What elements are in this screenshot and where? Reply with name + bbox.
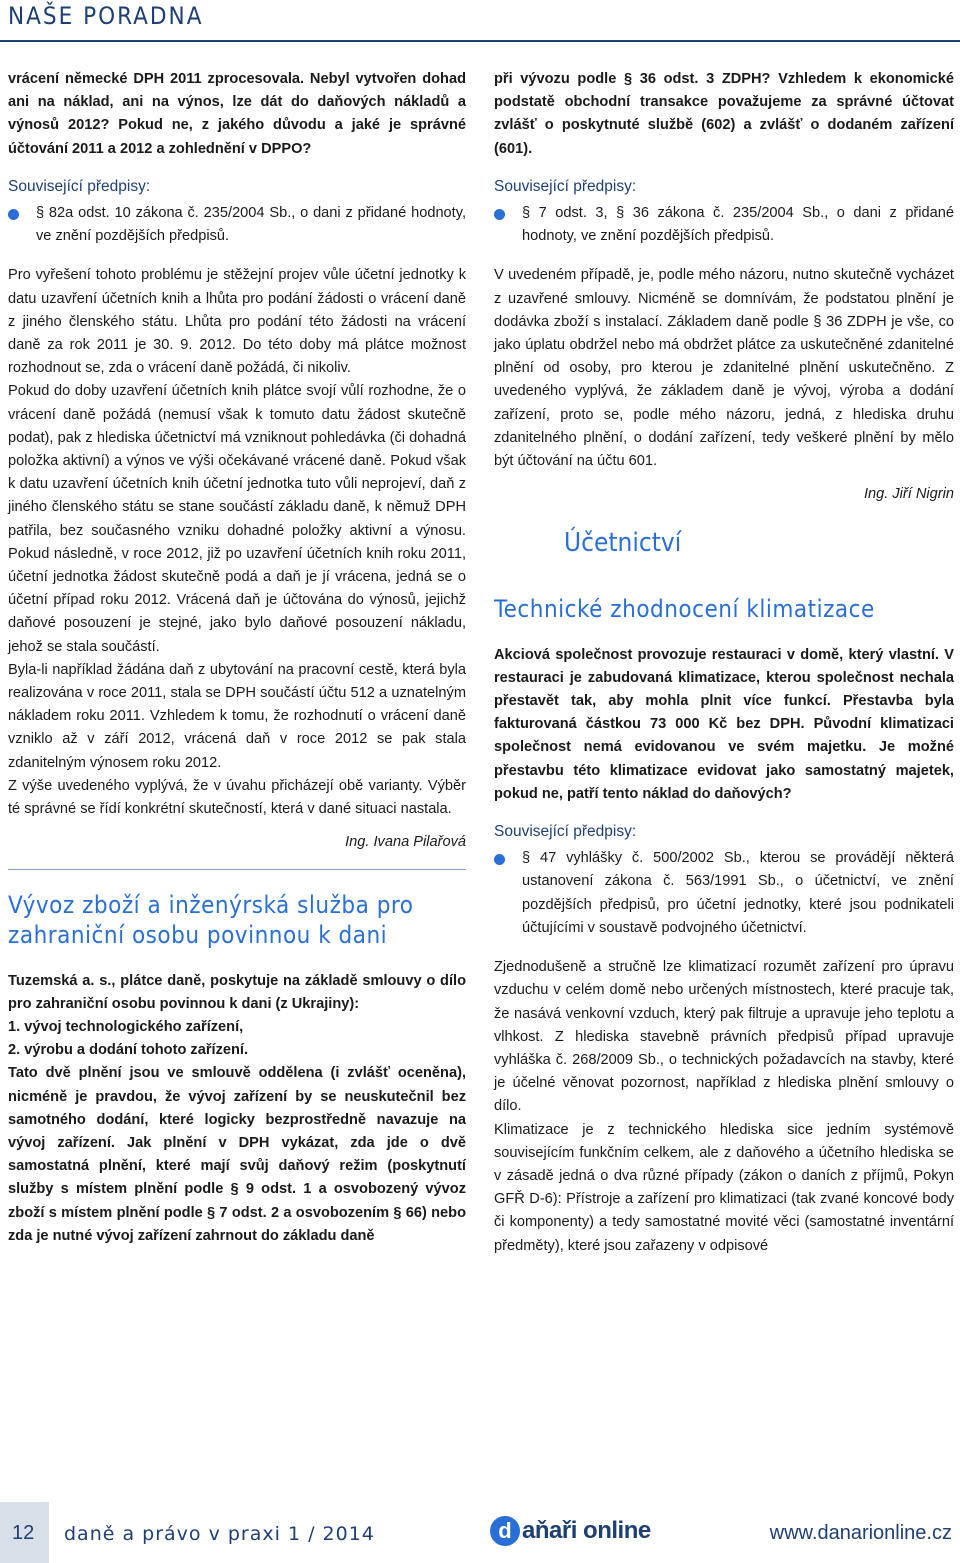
- left-column: [8, 68, 466, 1248]
- answer-paragraph: Zjednodušeně a stručně lze klimatizací rozumět zařízení pro úpravu vzduchu v celém domě nebo určených místnostech, které pracuje tak, že nasává venkovní vzduch, který pak filtruje a upravuje jeho teplotu a vlhkost. Z hlediska stavebně právních předpisů případ upravuje vyhláška č. 268/2009 Sb., o technických požadavcích na stavby, které je účelné věnovat pozornost, například z hlediska plnění smlouvy o dílo.: [494, 959, 954, 1115]
- header-divider: [0, 40, 960, 42]
- question-body: Tato dvě plnění jsou ve smlouvě oddělena (i zvlášť oceněna), nicméně je pravdou, že vývoj zařízení by se neuskutečnil bez samotného dodání, které logicky bezprostředně navazuje na vývoj zařízení. Jak plnění v DPH vykázat, zda jde o dvě samostatná plnění, které mají svůj daňový režim (poskytnutí služby s místem plnění podle § 9 odst. 1 a osvobozený vývoz zboží s místem plnění podle § 7 odst. 2 a osvobozením § 66) nebo zda je nutné vývoj zařízení zahrnout do základu daně: [8, 1065, 466, 1244]
- related-regulations-title: Související předpisy:: [494, 823, 637, 841]
- question-body: Akciová společnost provozuje restauraci v domě, který vlastní. V restauraci je zabudovaná klimatizace, kterou společnost nechala přestavět tak, aby mohla plnit více funkcí. Přestavba byla fakturovaná částkou 73 000 Kč bez DPH. Původní klimatizaci společnost nemá evidovanou ve svém majetku. Je možné přestavbu této klimatizace evidovat jako samostatný majetek, pokud ne, patří tento náklad do daňových?: [494, 646, 954, 802]
- question-list-item: 1. vývoj technologického zařízení,: [8, 1018, 244, 1035]
- right-column: [494, 68, 954, 1258]
- answer-paragraph: Byla-li například žádána daň z ubytování na pracovní cestě, která byla realizována v roce 2011, stala se DPH součástí účtu 512 a uznatelným nákladem roku 2011. Vzhledem k tomu, že rozhodnutí o vrácení daně vzniklo až v září 2012, vrácená daň v roce 2012 se pak stala zdanitelným výnosem roku 2012.: [8, 661, 466, 771]
- related-regulations-title: Související předpisy:: [494, 177, 637, 195]
- page-header: [0, 0, 960, 40]
- author-signature: Ing. Jiří Nigrin: [863, 486, 954, 503]
- logo-text: aňaři online: [522, 1517, 651, 1544]
- related-regulations-title: Související předpisy:: [8, 177, 151, 195]
- question-intro: Tuzemská a. s., plátce daně, poskytuje na základě smlouvy o dílo pro zahraniční osobu povinnou k dani (z Ukrajiny):: [8, 972, 466, 1012]
- answer-paragraph: Klimatizace je z technického hlediska sice jedním systémově souvisejícím funkčním celkem, ale z daňového a účetního hlediska se v zásadě jedná o dva různé případy (zákon o daních z příjmů, Pokyn GFŘ D-6): Přístroje a zařízení pro klimatizaci (tak zvané koncové body či komponenty) a tedy samostatné movité věci (samostatné inventární předměty), které jsou zařazeny v odpisové: [494, 1121, 954, 1254]
- answer-paragraph: Pokud do doby uzavření účetních knih plátce svojí vůlí rozhodne, že o vrácení daně požádá (nemusí však k tomuto datu žádost skutečně podat), pak z hlediska účetnictví má vzniknout pohledávka (či dohadná položka aktivní) a výnos ve výši očekávané vrácené daně. Pokud však k datu uzavření účetních knih účetní jednotka tuto vůli neprojeví, daň z jiného členského státu se stane součástí základu daně, k němuž DPH patřila, bez současného vzniku dohadné položky aktivní a výnosu. Pokud následně, v roce 2012, již po uzavření účetních knih roku 2011, účetní jednotka žádost skutečně podá a daň je jí vrácena, jedná se o účetní případ roku 2012. Vrácená daň je účtována do výnosů, jejichž daňové posouzení je stejné, jako bylo daňové posouzení nákladu, jehož se stala součástí.: [8, 383, 466, 655]
- related-regulation-item: [494, 202, 954, 248]
- danari-online-logo: [490, 1514, 651, 1548]
- publication-name: daně a právo v praxi 1 / 2014: [64, 1523, 375, 1545]
- website-url: www.danarionline.cz: [769, 1522, 952, 1544]
- article-divider: [8, 869, 466, 870]
- intro-question: vrácení německé DPH 2011 zprocesovala. Nebyl vytvořen dohad ani na náklad, ani na výnos, lze dát do daňových nákladů a výnosů 2012? Pokud ne, z jakého důvodu a jaké je správné účtování 2011 a 2012 a zohlednění v DPPO?: [8, 71, 466, 157]
- answer-paragraph: V uvedeném případě, je, podle mého názoru, nutno skutečně vycházet z uzavřené smlouvy. Nicméně se domnívám, že podstatou plnění je dodávka zboží s instalací. Základem daně podle § 36 ZDPH je vše, co jako úplatu obdržel nebo má obdržet plátce za uskutečněné zdanitelné plnění od osoby, pro kterou je zdanitelné plnění uskutečněno. Z uvedeného vyplývá, že základem daně je vývoj, výroba a dodání zařízení, proto se, podle mého názoru, jedná, z hlediska druhu zdanitelného plnění, o dodání zařízení, tedy veškeré plnění by mělo být účtování na účtu 601.: [494, 267, 954, 470]
- related-regulation-item: [494, 847, 954, 940]
- bullet-icon: [494, 209, 505, 220]
- bullet-icon: [8, 209, 19, 220]
- page-number: 12: [12, 1522, 35, 1544]
- answer-paragraph: Pro vyřešení tohoto problému je stěžejní projev vůle účetní jednotky k datu uzavření účetních knih a lhůta pro podání žádosti o vrácení daně z jiného členského státu. Lhůta pro podání této žádosti na vrácení daně za rok 2011 je 30. 9. 2012. Do této doby má plátce možnost rozhodnout se, zda o vrácení daně požádá, či nikoliv.: [8, 267, 466, 377]
- related-regulation-text: § 82a odst. 10 zákona č. 235/2004 Sb., o dani z přidané hodnoty, ve znění pozdějších předpisů.: [36, 205, 466, 245]
- related-regulation-text: § 7 odst. 3, § 36 zákona č. 235/2004 Sb., o dani z přidané hodnoty, ve znění pozdějších předpisů.: [522, 205, 954, 245]
- author-signature: Ing. Ivana Pilařová: [345, 834, 466, 851]
- question-list-item: 2. výrobu a dodání tohoto zařízení.: [8, 1042, 249, 1059]
- question-continuation: při vývozu podle § 36 odst. 3 ZDPH? Vzhledem k ekonomické podstatě obchodní transakce považujeme za správné účtovat zvlášť o poskytnuté službě (602) a zvlášť o dodaném zařízení (601).: [494, 71, 954, 157]
- section-heading: NAŠE PORADNA: [8, 2, 204, 30]
- article-title: Vývoz zboží a inženýrská služba pro zahraniční osobu povinnou k dani: [8, 890, 414, 949]
- logo-mark-icon: d: [490, 1516, 520, 1546]
- article-title: Technické zhodnocení klimatizace: [494, 594, 875, 623]
- bullet-icon: [494, 854, 505, 865]
- answer-paragraph: Z výše uvedeného vyplývá, že v úvahu přicházejí obě varianty. Výběr té správné se řídí konkrétní skutečností, která v dané situaci nastala.: [8, 777, 466, 818]
- topic-section-label: Účetnictví: [564, 528, 682, 559]
- related-regulation-item: [8, 202, 466, 248]
- related-regulation-text: § 47 vyhlášky č. 500/2002 Sb., kterou se provádějí některá ustanovení zákona č. 563/1991 Sb., o účetnictví, ve znění pozdějších předpisů, pro účetní jednotky, které jsou podnikateli účtujícími v soustavě podvojného účetnictví.: [522, 850, 954, 936]
